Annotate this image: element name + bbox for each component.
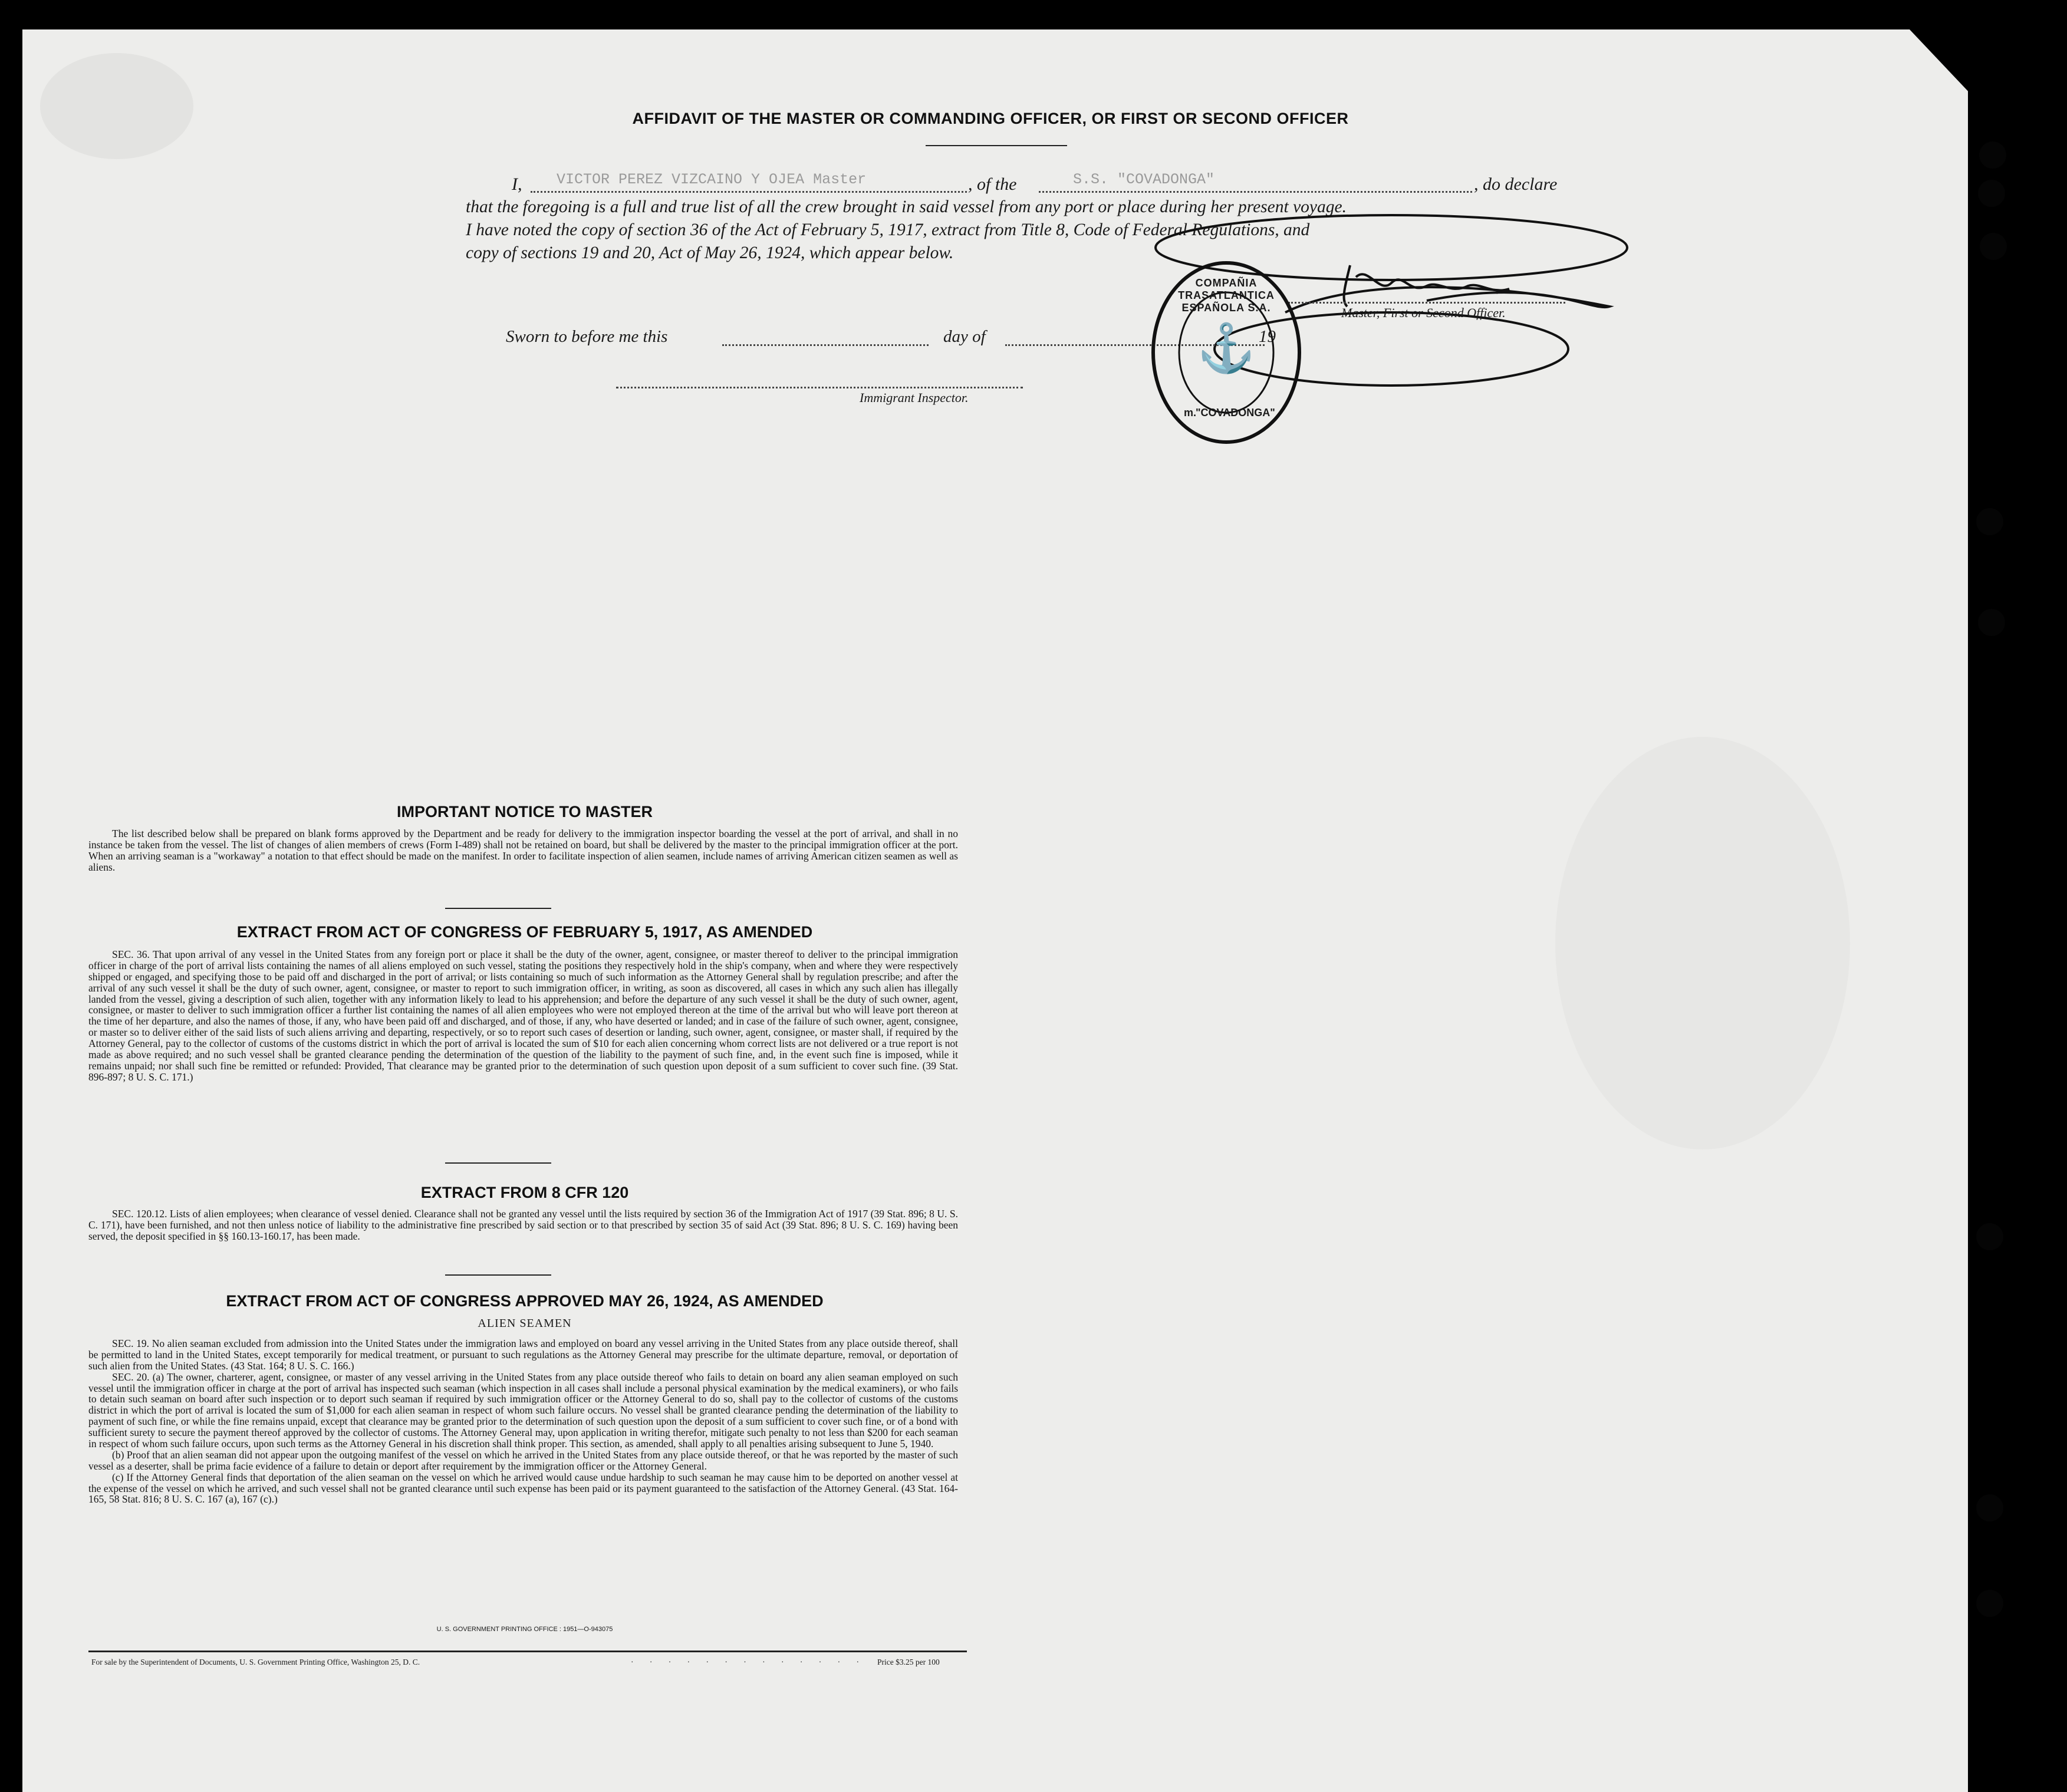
signature-line xyxy=(1288,302,1565,304)
vessel-name-line xyxy=(1039,191,1472,193)
notice-text xyxy=(88,828,958,873)
master-name-field: VICTOR PEREZ VIZCAINO Y OJEA Master xyxy=(557,171,867,188)
year-prefix: 19 xyxy=(1259,327,1276,346)
title-rule xyxy=(926,145,1067,146)
punch-hole xyxy=(1976,1223,2003,1250)
paper-stain xyxy=(40,53,193,159)
punch-hole xyxy=(1978,609,2005,636)
inspector-signature-line xyxy=(616,387,1023,388)
affidavit-line-4: copy of sections 19 and 20, Act of May 26, 1924, which appear below. xyxy=(466,243,954,262)
affidavit-line-2: that the foregoing is a full and true list of all the crew brought in said vessel from any port or place during her present voyage. xyxy=(466,197,1347,216)
extract-1924-subtitle: ALIEN SEAMEN xyxy=(478,1317,572,1330)
extract-cfr-text xyxy=(88,1208,958,1242)
vessel-name-field: S.S. "COVADONGA" xyxy=(1073,171,1215,188)
extract-1924-paragraph: (c) If the Attorney General finds that deportation of the alien seaman on the vessel on which he arrived would cause undue hardship to such seaman he may cause him to be deported on another vessel at the expense of the vessel on which he arrived, and such vessel shall not be granted clearance until such expense has been paid or its payment guaranteed to the satisfaction of the Attorney General. (43 Stat. 164-165, 58 Stat. 816; 8 U. S. C. 167 (a), 167 (c).) xyxy=(88,1471,958,1506)
punch-hole xyxy=(1976,1590,2003,1617)
document-page xyxy=(22,29,1968,1792)
extract-1917-paragraph: SEC. 36. That upon arrival of any vessel in the United States from any foreign port or place it shall be the duty of the owner, agent, consignee, or master thereof to deliver to the principal immigration officer in charge of the port of arrival lists containing the names of all aliens employed on such vessel, stating the positions they respectively hold in the ship's company, when and where they were respectively shipped or engaged, and specifying those to be paid off and discharged in the port of arrival; or lists containing so much of such information as the Attorney General shall by regulation prescribe; and after the arrival of any such vessel it shall be the duty of such owner, agent, consignee, or master to report to such immigration officer, in writing, as soon as discovered, all cases in which any such alien has illegally landed from the vessel, giving a description of such alien, together with any information likely to lead to his apprehension; and before the departure of any such vessel it shall be the duty of such owner, agent, consignee, or master to deliver to such immigration officer a further list containing the names of all alien employees who were not employed thereon at the time of the arrival but who will leave port thereon at the time of her departure, and also the names of those, if any, who have been paid off and discharged, and of those, if any, who have deserted or landed; and in case of the failure of such owner, agent, consignee, or master so to deliver either of the said lists of such aliens arriving and departing, respectively, or so to report such cases of desertion or landing, such owner, agent, consignee, or master shall, if required by the Attorney General, pay to the collector of customs of the customs district in which the port of arrival is located the sum of $10 for each alien concerning whom correct lists are not delivered or a true report is not made as above required; and no such vessel shall be granted clearance pending the determination of the question of the liability to the payment of such fine, and, in the event such fine is imposed, while it remains unpaid; nor shall such fine be remitted or refunded: Provided, That clearance may be granted prior to the determination of such question upon deposit of a sum sufficient to cover such fine. (39 Stat. 896-897; 8 U. S. C. 171.) xyxy=(88,948,958,1083)
extract-cfr-title: EXTRACT FROM 8 CFR 120 xyxy=(420,1184,629,1201)
punch-hole xyxy=(1979,141,2006,169)
inspector-caption: Immigrant Inspector. xyxy=(860,390,969,405)
extract-1924-paragraph: (b) Proof that an alien seaman did not appear upon the outgoing manifest of the vessel on which he arrived in the United States from any place outside thereof, or that he was reported by the master of such vessel as a deserter, shall be prima facie evidence of a failure to detain or deport after requirement by the immigration officer or the Attorney General. xyxy=(88,1448,958,1472)
do-declare-label: , do declare xyxy=(1474,174,1558,194)
punch-hole xyxy=(1976,1494,2003,1521)
company-stamp xyxy=(1150,259,1303,445)
punch-hole xyxy=(1980,233,2007,260)
gpo-imprint: U. S. GOVERNMENT PRINTING OFFICE : 1951—O-943075 xyxy=(436,1626,613,1633)
stamp-ship-prefix: m. xyxy=(1184,407,1197,419)
sworn-day-line xyxy=(722,344,929,346)
extract-1924-paragraph: SEC. 20. (a) The owner, charterer, agent, consignee, or master of any vessel arriving in the United States from any place outside thereof who fails to detain on board any alien seaman employed on such vessel until the immigration officer in charge at the port of arrival has inspected such seaman (which inspection in all cases shall include a personal physical examination by the medical examiners), or who fails to detain such seaman on board after such inspection or to deport such seaman if required by such immigration officer or the Attorney General to do so, shall pay to the collector of customs of the customs district in which the port of arrival is located the sum of $1,000 for each alien seaman in respect of whom such failure occurs. No vessel shall be granted clearance pending the determination of the liability to payment of such fine, or while the fine remains unpaid, except that clearance may be granted prior to the determination of such question upon the deposit of a sum sufficient to cover such fine, or of a bond with sufficient surety to secure the payment thereof approved by the collector of customs. The Attorney General may, upon application in writing therefor, mitigate such penalty to not less than $200 for each seaman in respect of whom such failure occurs, upon such terms as the Attorney General in his discretion shall think proper. This section, as amended, shall apply to all penalties arising subsequent to June 5, 1940. xyxy=(88,1371,958,1450)
punch-hole xyxy=(1978,180,2005,207)
affidavit-title: AFFIDAVIT OF THE MASTER OR COMMANDING OFFICER, OR FIRST OR SECOND OFFICER xyxy=(632,110,1349,127)
extract-1917-text xyxy=(88,949,958,1083)
paper-stain xyxy=(1555,737,1850,1149)
section-divider xyxy=(445,1162,551,1164)
extract-cfr-paragraph: SEC. 120.12. Lists of alien employees; when clearance of vessel denied. Clearance shall not be granted any vessel until the lists required by section 36 of the Immigration Act of 1917 (39 Stat. 896; 8 U. S. C. 171), have been furnished, and not then unless notice of liability to the administrative fine prescribed by said section or to that prescribed by section 35 of said Act (39 Stat. 896; 8 U. S. C. 169) having been served, the deposit specified in §§ 160.13-160.17, has been made. xyxy=(88,1208,958,1242)
notice-title: IMPORTANT NOTICE TO MASTER xyxy=(397,803,653,821)
day-of-label: day of xyxy=(943,327,986,346)
affidavit-line-3: I have noted the copy of section 36 of the Act of February 5, 1917, extract from Title 8, Code of Federal Regulations, and xyxy=(466,220,1310,239)
price-notice: Price $3.25 per 100 xyxy=(877,1658,940,1666)
extract-1924-text xyxy=(88,1338,958,1505)
of-the-label: , of the xyxy=(968,174,1017,194)
extract-1924-title: EXTRACT FROM ACT OF CONGRESS APPROVED MAY 26, 1924, AS AMENDED xyxy=(226,1292,824,1310)
notice-paragraph: The list described below shall be prepared on blank forms approved by the Department and be ready for delivery to the immigration inspector boarding the vessel at the port of arrival, and shall in no instance be taken from the vessel. The list of changes of alien members of crews (Form I-489) shall not be retained on board, but shall be delivered by the master to the principal immigration officer at the port. When an arriving seaman is a "workaway" a notation to that effect should be made on the manifest. In order to facilitate inspection of alien seamen, include names of arriving American citizen seamen as well as aliens. xyxy=(88,828,958,873)
extract-1924-paragraph: SEC. 19. No alien seaman excluded from admission into the United States under the immigration laws and employed on board any vessel arriving in the United States from any place outside thereof, shall be permitted to land in the United States, except temporarily for medical treatment, or pursuant to such regulations as the Attorney General may prescribe for the ultimate departure, removal, or deportation of such alien from the United States. (43 Stat. 164; 8 U. S. C. 166.) xyxy=(88,1338,958,1372)
leader-dots: · · · · · · · · · · · · · xyxy=(631,1658,866,1666)
punch-hole xyxy=(1976,508,2003,535)
section-divider xyxy=(445,1274,551,1276)
i-label: I, xyxy=(512,174,522,194)
signature-caption: Master, First or Second Officer. xyxy=(1341,305,1506,320)
section-divider xyxy=(445,908,551,909)
for-sale-notice: For sale by the Superintendent of Documents, U. S. Government Printing Office, Washington 25, D. C. xyxy=(91,1658,420,1666)
footer-rule xyxy=(88,1651,967,1652)
extract-1917-title: EXTRACT FROM ACT OF CONGRESS OF FEBRUARY 5, 1917, AS AMENDED xyxy=(236,923,813,941)
stamp-inner-text: "COVADONGA" xyxy=(1196,407,1275,419)
sworn-label: Sworn to before me this xyxy=(506,327,668,346)
anchor-icon: ⚓ xyxy=(1197,323,1256,375)
master-name-line xyxy=(531,191,967,193)
stamp-outer-text: COMPAÑIA TRASATLANTICA ESPAÑOLA S.A. xyxy=(1178,277,1275,314)
